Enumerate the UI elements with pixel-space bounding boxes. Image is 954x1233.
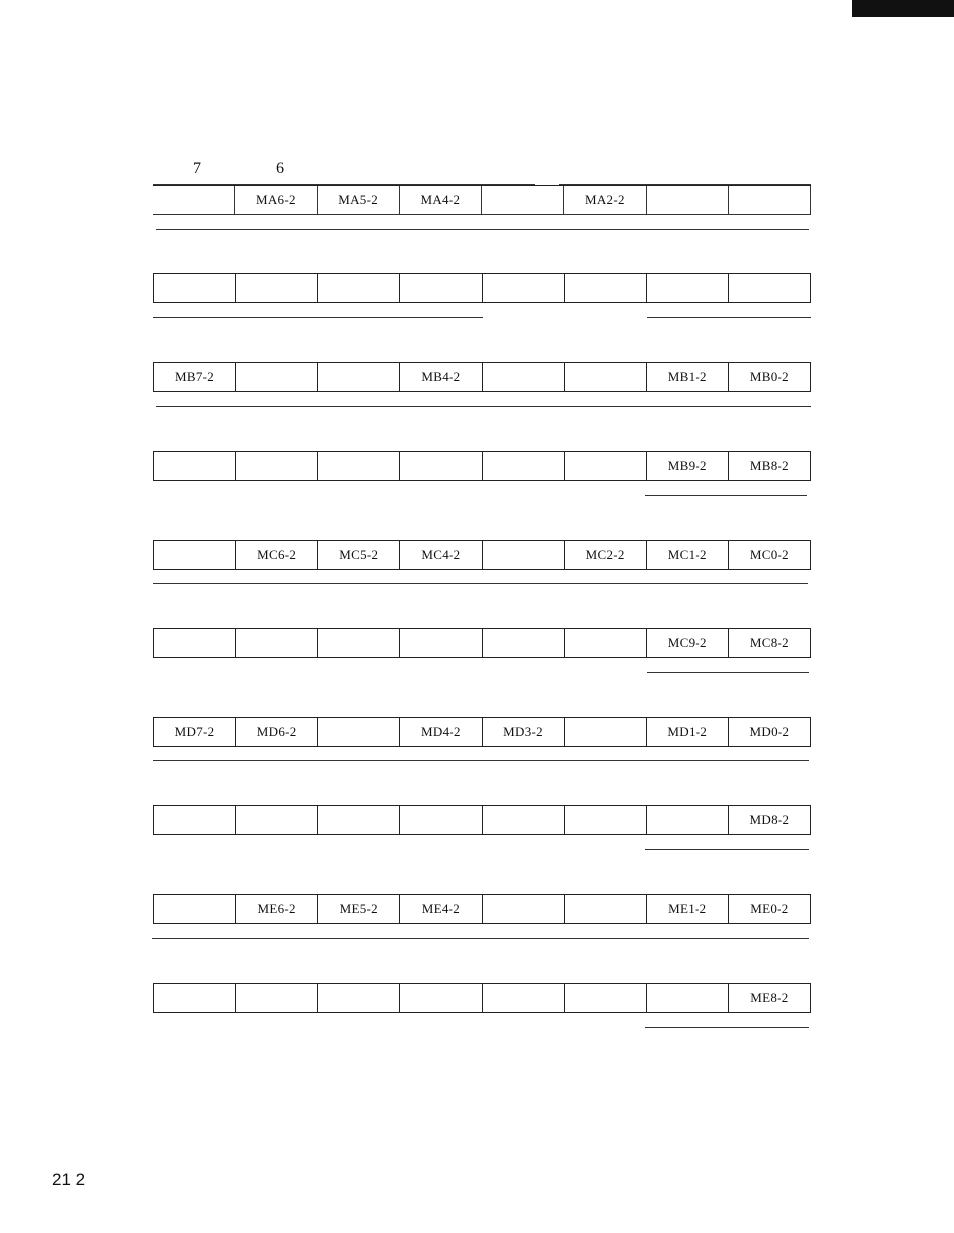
register-cell (400, 452, 482, 480)
register-cell (565, 806, 647, 834)
register-cell: MC0-2 (749, 547, 789, 562)
register-cell (400, 274, 482, 302)
register-cell (482, 186, 564, 214)
register-cell: MB7-2 (154, 363, 236, 391)
register-cell (483, 895, 565, 923)
register-cell: MD4-2 (400, 718, 482, 746)
register-cell (565, 452, 647, 480)
register-cell (483, 541, 565, 569)
register-cell (483, 629, 565, 657)
register-cell (318, 274, 400, 302)
register-cell (154, 274, 236, 302)
register-cell (400, 629, 482, 657)
register-row (153, 273, 811, 303)
register-cell (565, 629, 647, 657)
register-cell: ME1-2 (647, 895, 729, 923)
register-cell: MB0-2 (749, 369, 789, 384)
register-cell (647, 806, 729, 834)
register-cell: MD1-2 (647, 718, 729, 746)
rule (645, 495, 807, 496)
register-cell: MD8-2 (749, 812, 790, 827)
register-cell: MC4-2 (400, 541, 482, 569)
register-cell (647, 274, 729, 302)
bit-label-7: 7 (193, 160, 201, 177)
register-cell: ME6-2 (236, 895, 318, 923)
bit-number-header (153, 160, 811, 180)
register-cell (318, 629, 400, 657)
register-cell: MC6-2 (236, 541, 318, 569)
register-cell: ME8-2 (750, 990, 789, 1005)
register-cell: MC9-2 (647, 629, 729, 657)
register-cell (318, 984, 400, 1012)
register-cell: MC2-2 (565, 541, 647, 569)
register-row (153, 185, 811, 215)
rule (645, 1027, 809, 1028)
rule (153, 317, 483, 318)
register-cell (236, 363, 318, 391)
register-cell (154, 629, 236, 657)
register-row (153, 983, 811, 1013)
register-cell: MB8-2 (749, 458, 789, 473)
register-cell (400, 984, 482, 1012)
register-cell: MD6-2 (236, 718, 318, 746)
register-cell (318, 452, 400, 480)
register-cell (565, 718, 647, 746)
register-cell (483, 363, 565, 391)
register-cell (318, 718, 400, 746)
rule (647, 317, 811, 318)
register-cell: MA6-2 (235, 186, 317, 214)
register-cell: ME0-2 (750, 901, 789, 916)
register-row (153, 717, 811, 747)
register-cell: MA2-2 (564, 186, 646, 214)
register-cell (400, 806, 482, 834)
rule (647, 672, 809, 673)
register-cell (236, 806, 318, 834)
register-cell (647, 186, 729, 214)
register-row (153, 894, 811, 924)
register-cell (236, 984, 318, 1012)
register-cell: MB4-2 (400, 363, 482, 391)
register-row (153, 628, 811, 658)
register-cell (154, 806, 236, 834)
register-cell: MD0-2 (749, 724, 790, 739)
register-cell (565, 363, 647, 391)
register-cell: MB1-2 (647, 363, 729, 391)
register-cell: MA5-2 (318, 186, 400, 214)
register-row (153, 540, 811, 570)
register-cell (154, 984, 236, 1012)
register-cell (565, 895, 647, 923)
register-cell (236, 452, 318, 480)
register-cell (565, 274, 647, 302)
register-cell (483, 806, 565, 834)
register-cell (154, 895, 236, 923)
register-cell: ME5-2 (318, 895, 400, 923)
register-cell (565, 984, 647, 1012)
rule (156, 229, 809, 230)
register-row (153, 451, 811, 481)
register-cell (729, 274, 810, 302)
register-cell (154, 541, 236, 569)
register-cell: MC1-2 (647, 541, 729, 569)
register-cell: MC8-2 (749, 635, 789, 650)
page-number: 21 2 (52, 1170, 86, 1189)
register-cell (153, 186, 235, 214)
register-cell (483, 452, 565, 480)
register-cell (318, 806, 400, 834)
rule (153, 583, 808, 584)
bit-label-6: 6 (276, 160, 284, 177)
register-cell: MB9-2 (647, 452, 729, 480)
register-cell: ME4-2 (400, 895, 482, 923)
rule (156, 406, 811, 407)
register-cell: MA4-2 (400, 186, 482, 214)
register-cell (647, 984, 729, 1012)
register-cell (483, 984, 565, 1012)
register-cell (236, 274, 318, 302)
rule (152, 938, 809, 939)
register-row (153, 805, 811, 835)
register-cell (154, 452, 236, 480)
register-cell (483, 274, 565, 302)
rule (153, 214, 811, 215)
register-cell (318, 363, 400, 391)
register-cell (729, 186, 811, 214)
rule (645, 849, 809, 850)
corner-mark (852, 0, 954, 17)
register-cell: MD7-2 (154, 718, 236, 746)
register-cell: MD3-2 (483, 718, 565, 746)
register-cell (236, 629, 318, 657)
rule (153, 760, 809, 761)
register-cell: MC5-2 (318, 541, 400, 569)
register-row (153, 362, 811, 392)
